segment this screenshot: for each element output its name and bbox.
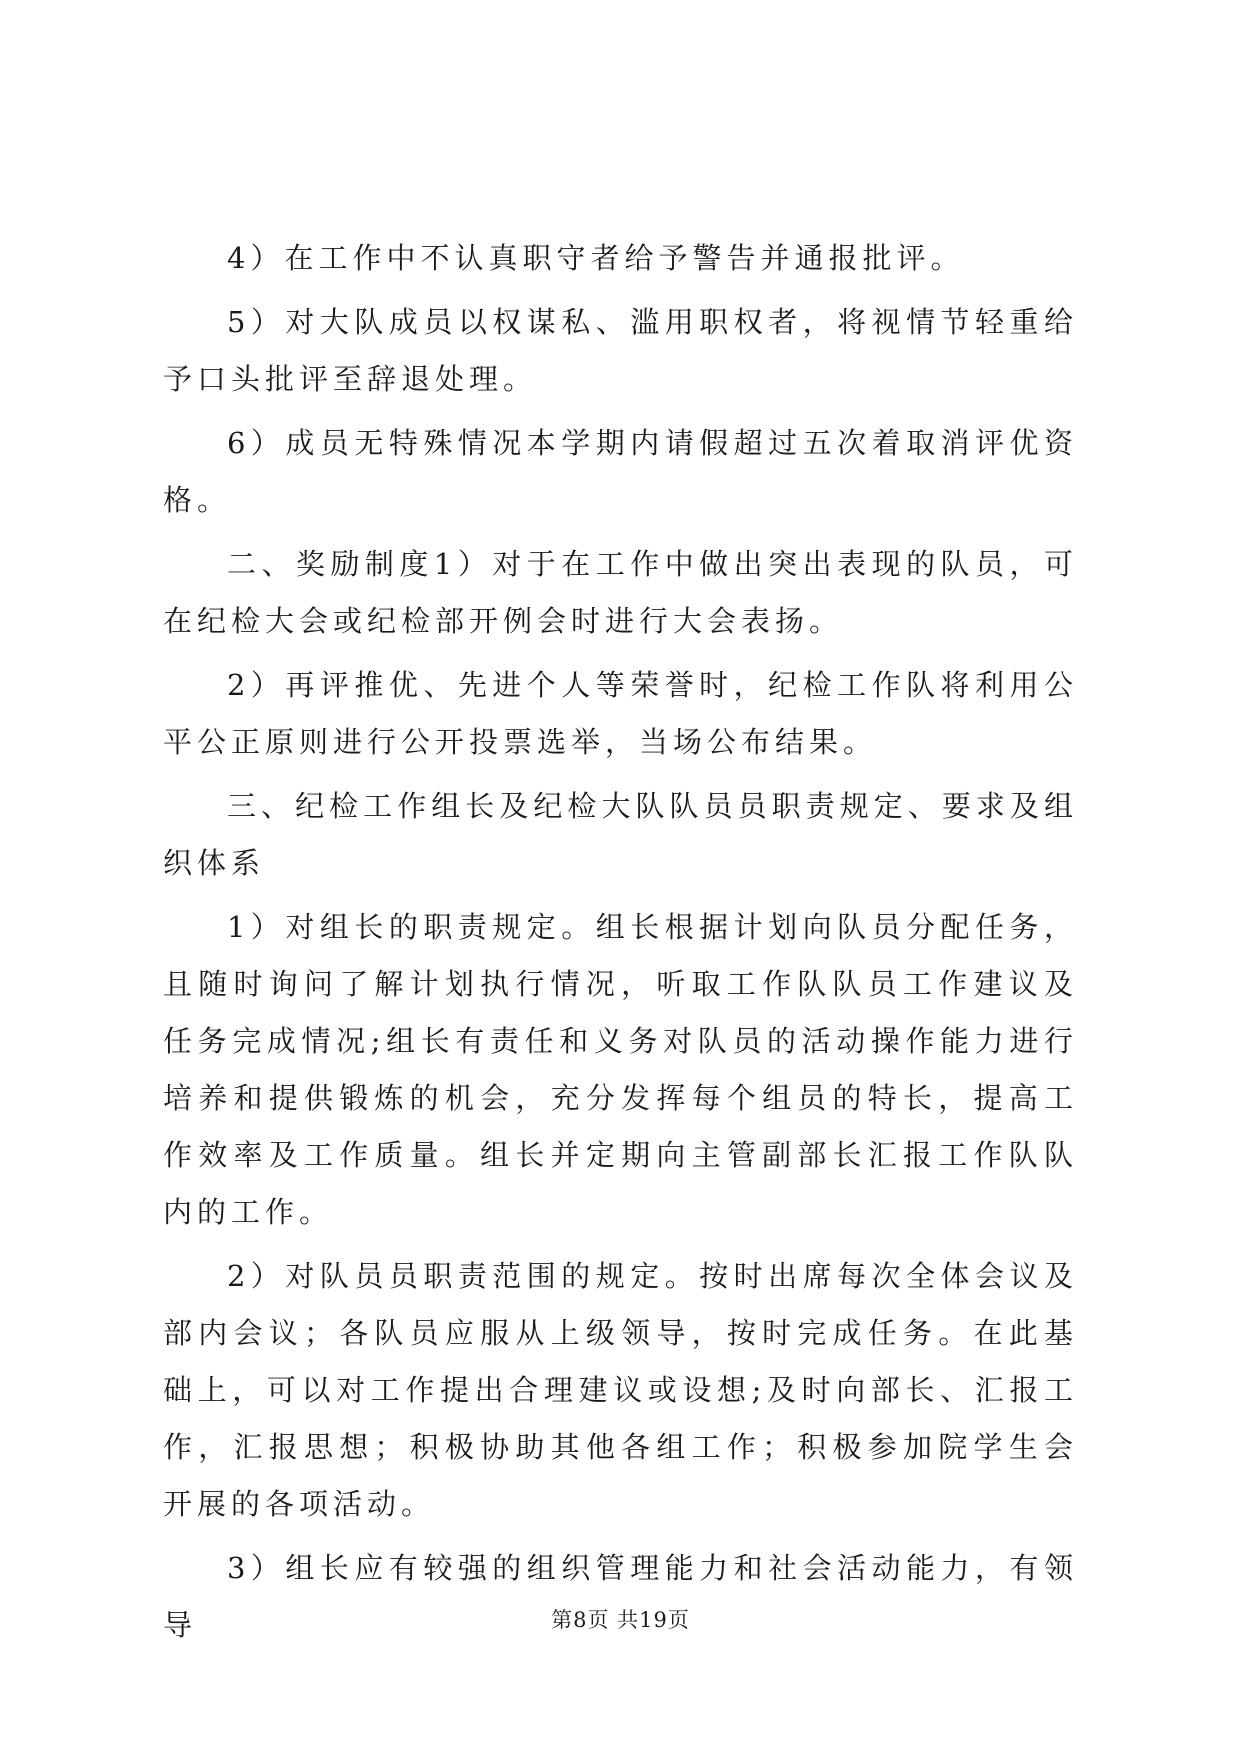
paragraph-reward-item-2: 2）再评推优、先进个人等荣誉时，纪检工作队将利用公平公正原则进行公开投票选举，当场公布结果。 [163,668,1078,759]
paragraph-leader-duties: 1）对组长的职责规定。组长根据计划向队员分配任务，且随时询问了解计划执行情况，听取工作队队员工作建议及任务完成情况;组长有责任和义务对队员的活动操作能力进行培养和提供锻炼的机会，充分发挥每个组员的特长，提高工作效率及工作质量。组长并定期向主管副部长汇报工作队队内的工作。 [163,910,1078,1229]
paragraph-member-duties: 2）对队员员职责范围的规定。按时出席每次全体会议及部内会议；各队员应服从上级领导，按时完成任务。在此基础上，可以对工作提出合理建议或设想;及时向部长、汇报工作，汇报思想；积极协助其他各组工作；积极参加院学生会开展的各项活动。 [163,1259,1078,1521]
paragraph-section-three-heading: 三、纪检工作组长及纪检大队队员员职责规定、要求及组织体系 [163,789,1078,880]
document-body [163,230,1078,1654]
paragraph-item-6: 6）成员无特殊情况本学期内请假超过五次着取消评优资格。 [163,426,1078,517]
paragraph-item-4: 4）在工作中不认真职守者给予警告并通报批评。 [227,241,965,275]
paragraph-reward-system: 二、奖励制度1）对于在工作中做出突出表现的队员，可在纪检大会或纪检部开例会时进行大会表扬。 [163,547,1078,638]
page-number-footer: 第8页 共19页 [551,1608,690,1632]
paragraph-leader-requirements: 3）组长应有较强的组织管理能力和社会活动能力，有领导 [163,1551,1078,1642]
paragraph-item-5: 5）对大队成员以权谋私、滥用职权者，将视情节轻重给予口头批评至辞退处理。 [163,305,1078,396]
